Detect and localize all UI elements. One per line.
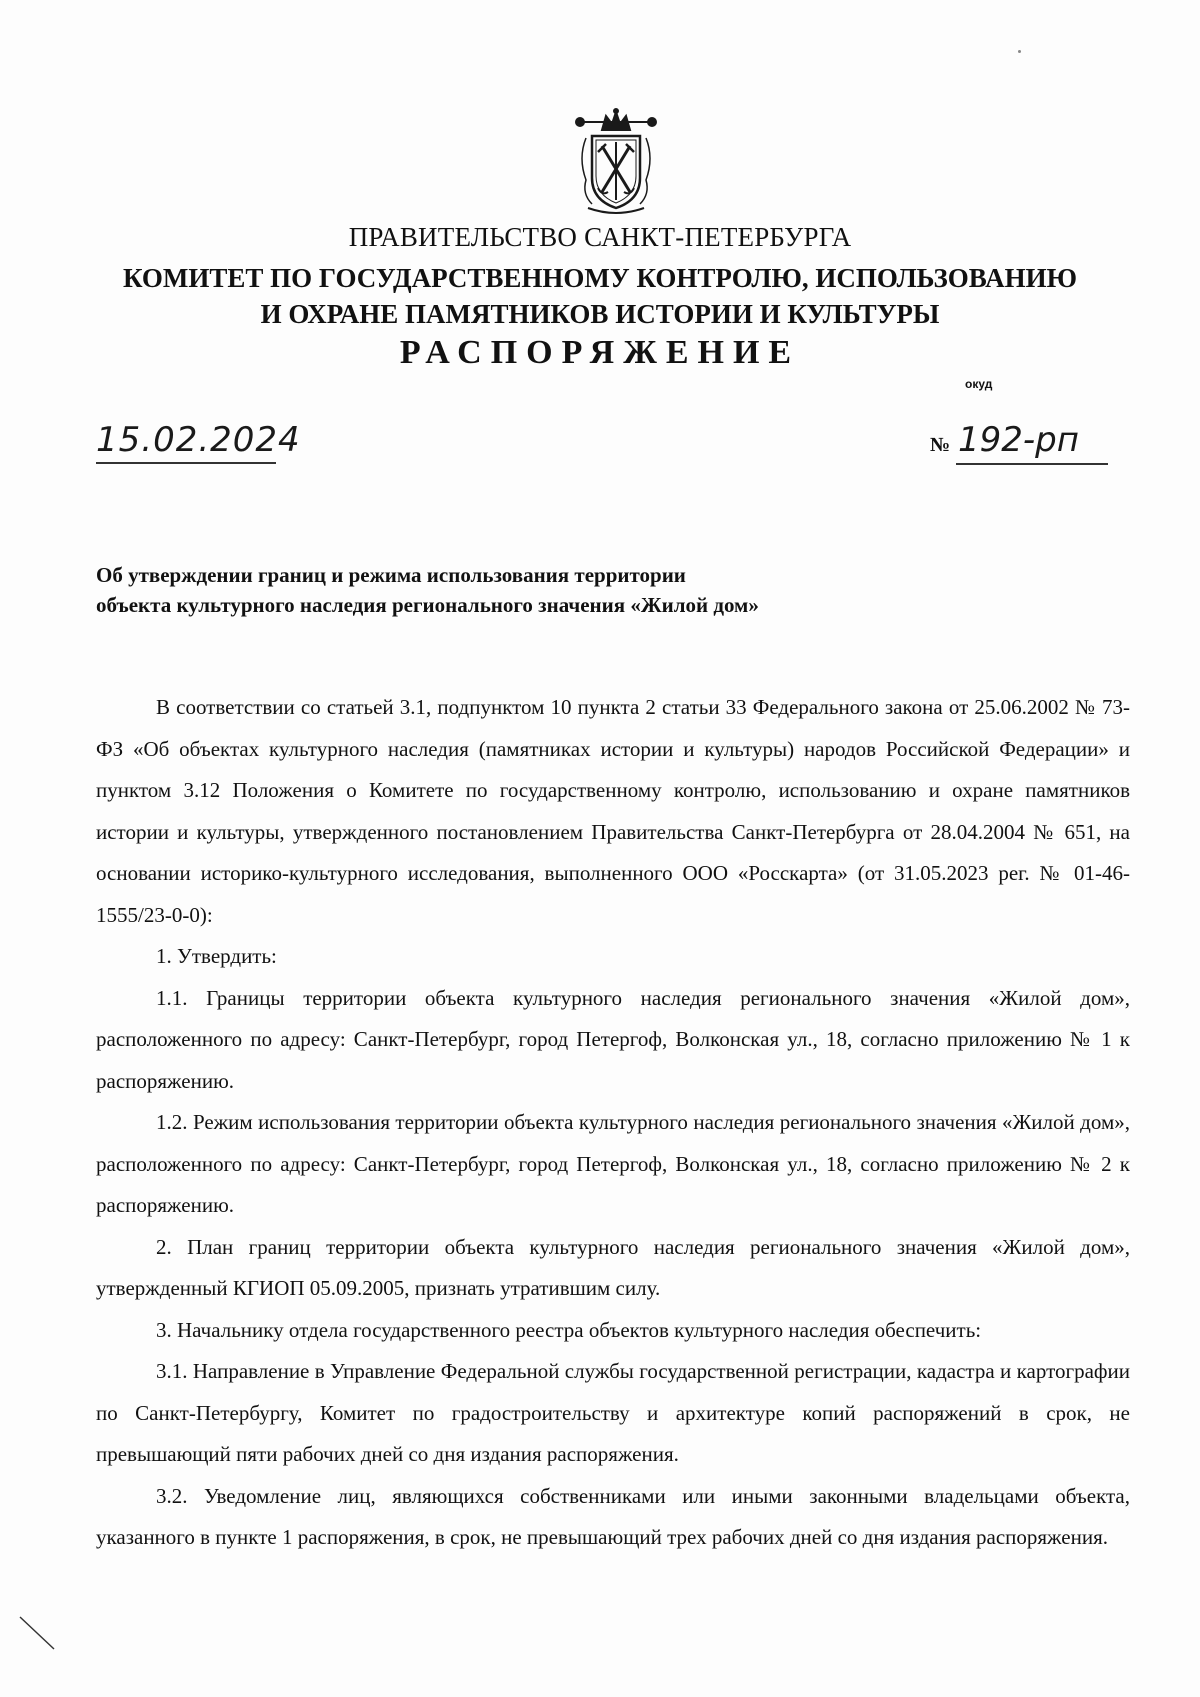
paragraph-3-2: 3.2. Уведомление лиц, являющихся собственниками или иными законными владельцами объекта, указанного в пункте 1 распоряжения, в срок, не превышающий трех рабочих дней со дня издания распоряжения. [96, 1483, 1130, 1549]
paragraph-2: 2. План границ территории объекта культурного наследия регионального значения «Жилой дом», утвержденный КГИОП 05.09.2005, признать утратившим силу. [96, 1234, 1130, 1300]
paragraph-1-1: 1.1. Границы территории объекта культурного наследия регионального значения «Жилой дом», расположенного по адресу: Санкт-Петербург, город Петергоф, Волконская ул., 18, согласно приложению № 1 к распоряжению. [96, 985, 1130, 1093]
government-name: ПРАВИТЕЛЬСТВО САНКТ-ПЕТЕРБУРГА [348, 222, 852, 252]
subject-line-1: Об утверждении границ и режима использования территории [96, 563, 686, 587]
handwritten-date: 15.02.2024 [96, 420, 301, 460]
committee-name-line-1: КОМИТЕТ ПО ГОСУДАРСТВЕННОМУ КОНТРОЛЮ, ИСПОЛЬЗОВАНИЮ [123, 263, 1077, 293]
scan-speck [1018, 50, 1021, 53]
coat-of-arms-emblem [572, 108, 660, 216]
paragraph-1-2: 1.2. Режим использования территории объекта культурного наследия регионального значения «Жилой дом», расположенного по адресу: Санкт-Петербург, город Петергоф, Волконская ул., 18, согласно приложению № 2 к распоряжению. [96, 1110, 1130, 1217]
subject-line-2: объекта культурного наследия регионального значения «Жилой дом» [96, 593, 759, 617]
paragraph-preamble: В соответствии со статьей 3.1, подпунктом 10 пункта 2 статьи 33 Федерального закона от 25.06.2002 № 73-ФЗ «Об объектах культурного наследия (памятниках истории и культуры) народов Российской Федерации» и пунктом 3.12 Положения о Комитете по государственному контролю, использованию и охране памятников истории и культуры, утвержденного постановлением Правительства Санкт-Петербурга от 28.04.2004 № 651, на основании историко-культурного исследования, выполненного ООО «Росскарта» (от 31.05.2023 рег. № 01-46-1555/23-0-0): [96, 695, 1130, 927]
number-underline [956, 463, 1108, 465]
number-sign: № [930, 434, 951, 456]
paragraph-3: 3. Начальнику отдела государственного реестра объектов культурного наследия обеспечить: [156, 1317, 982, 1342]
committee-name-line-2: И ОХРАНЕ ПАМЯТНИКОВ ИСТОРИИ И КУЛЬТУРЫ [260, 299, 940, 329]
document-body [96, 687, 1130, 1559]
committee-name [0, 260, 1200, 332]
paragraph-1: 1. Утвердить: [156, 944, 277, 968]
paragraph-3-1: 3.1. Направление в Управление Федеральной службы государственной регистрации, кадастра и картографии по Санкт-Петербургу, Комитет по градостроительству и архитектуре копий распоряжений в срок, не превышающий пяти рабочих дней со дня издания распоряжения. [96, 1359, 1130, 1466]
scan-corner-mark [18, 1615, 58, 1655]
handwritten-document-number: 192-рп [958, 420, 1079, 460]
okud-label: окуд [965, 377, 993, 391]
document-type-title: РАСПОРЯЖЕНИЕ [399, 334, 801, 371]
date-underline [96, 462, 276, 464]
document-subject [96, 560, 996, 620]
